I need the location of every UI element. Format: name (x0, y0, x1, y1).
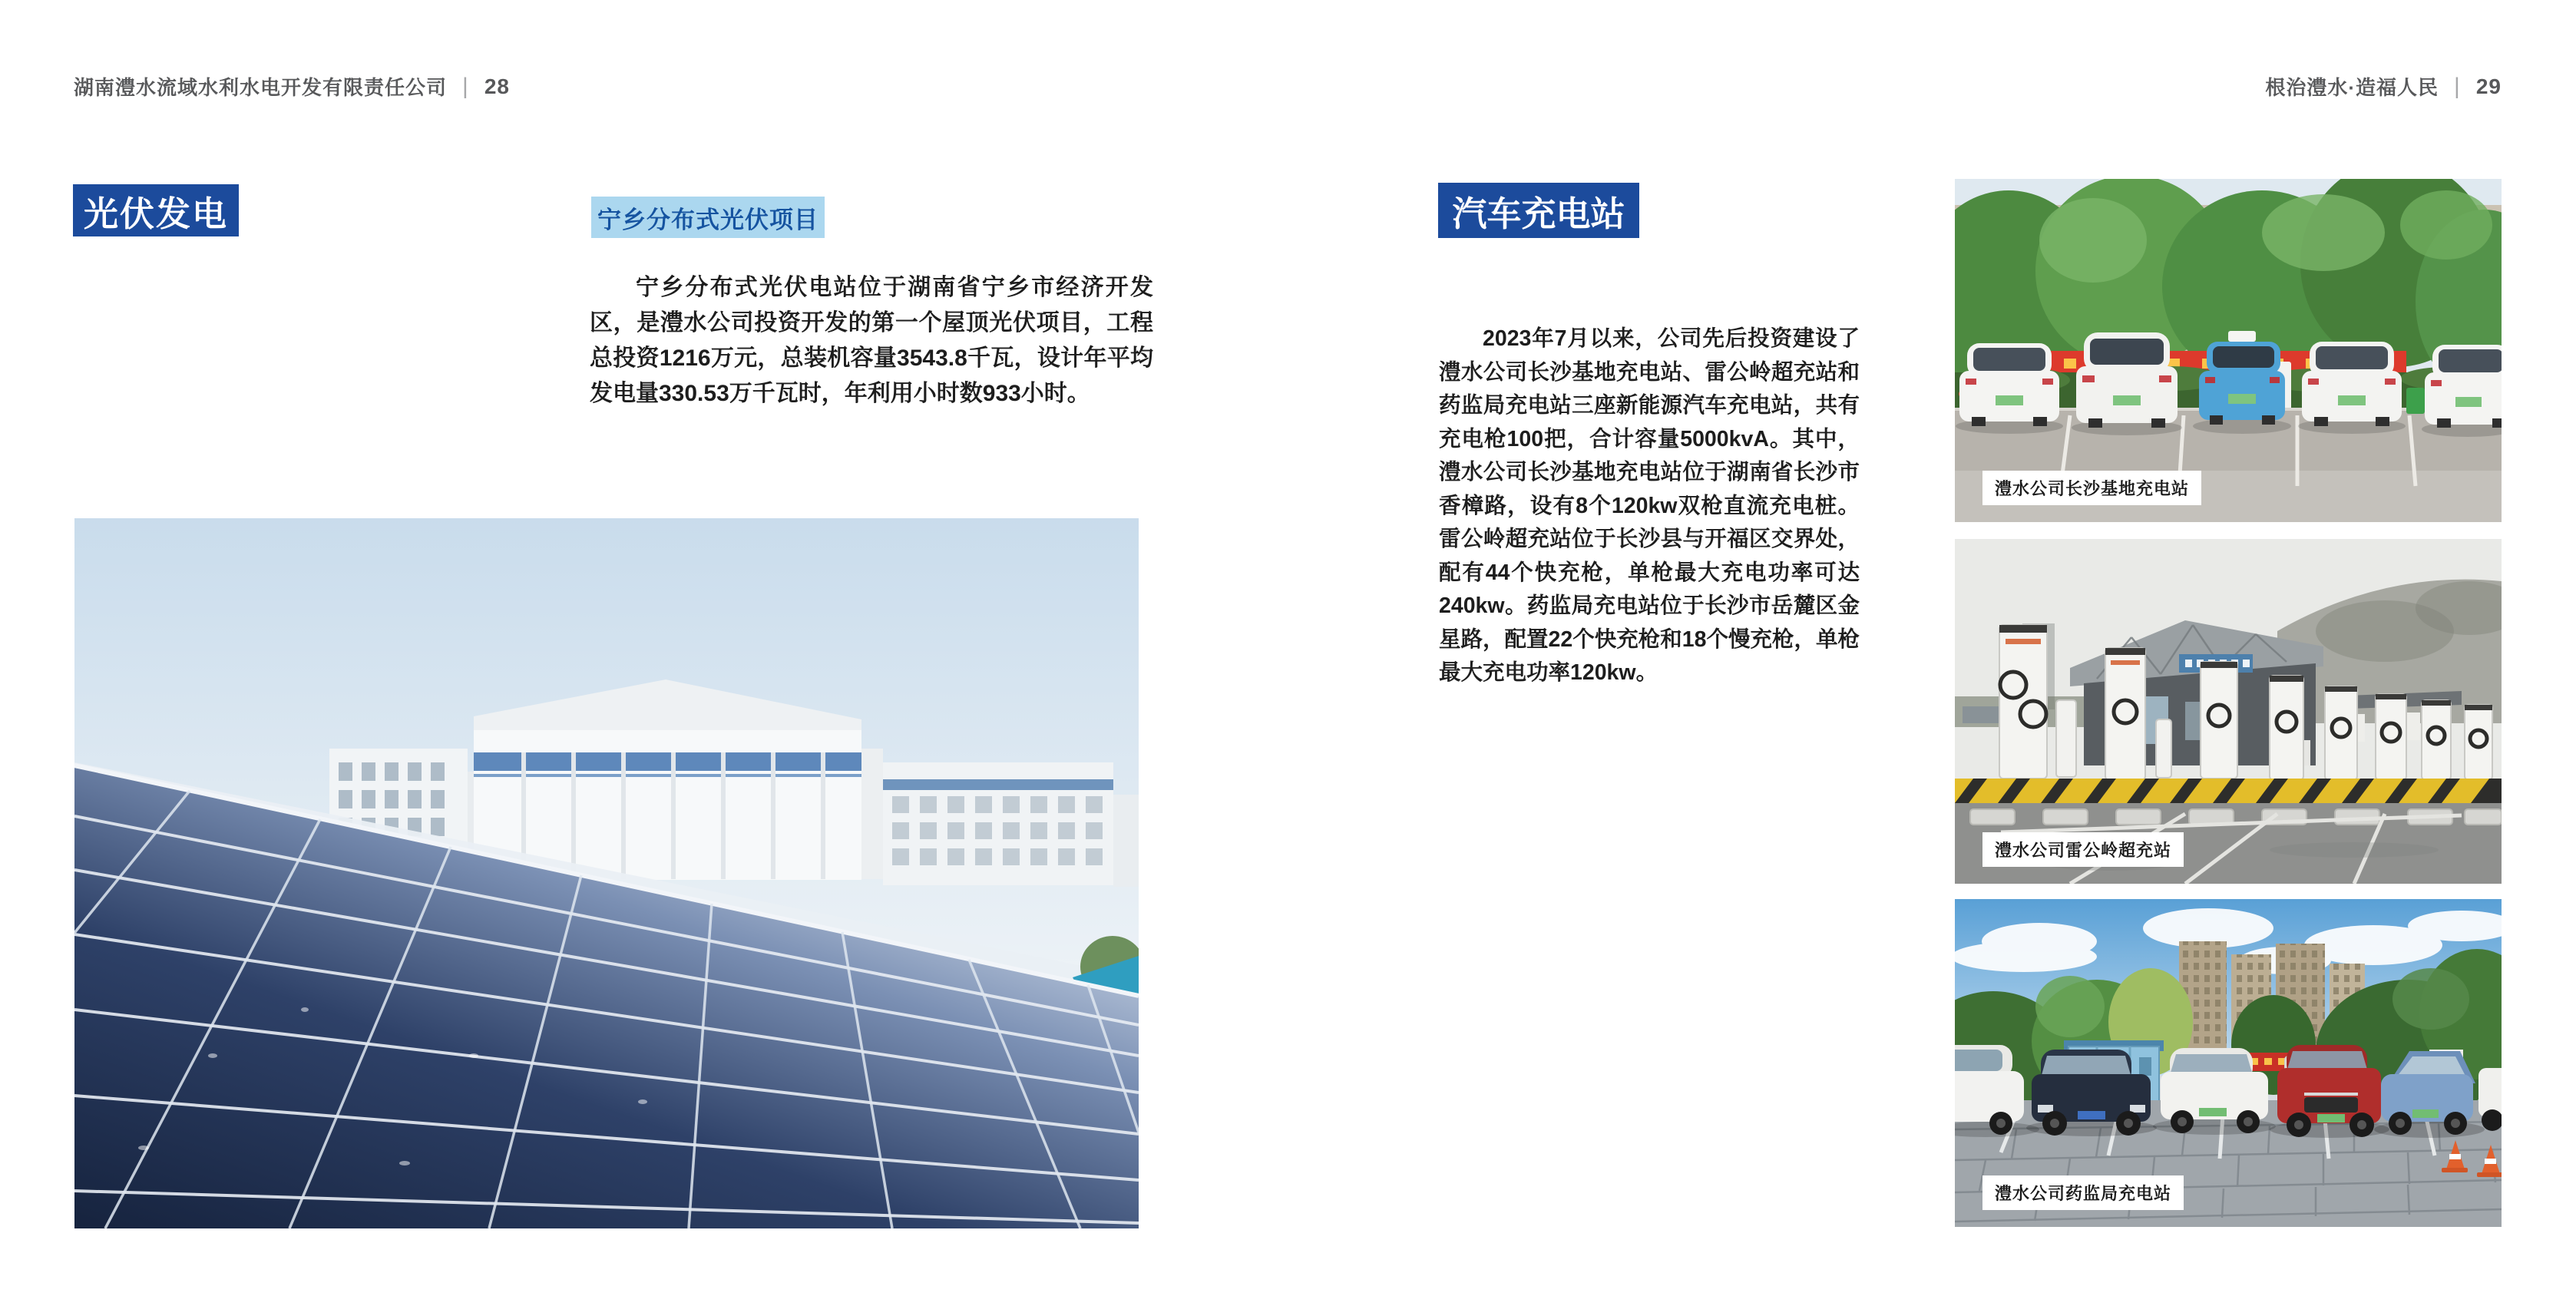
striped-barrier (1955, 779, 2502, 803)
page-number-right: 29 (2475, 74, 2502, 98)
changsha-base-station-photo (1955, 179, 2502, 522)
section-title-charging (1438, 183, 1639, 238)
photo-caption-yaojianju: 澧水公司药监局充电站 (1982, 1175, 2184, 1210)
left-page-header (74, 72, 510, 101)
photo-caption-leigongling: 澧水公司雷公岭超充站 (1982, 832, 2184, 867)
charging-paragraph: 2023年7月以来，公司先后投资建设了澧水公司长沙基地充电站、雷公岭超充站和药监局充电站三座新能源汽车充电站，共有充电枪100把，合计容量5000kvA。其中，澧水公司长沙基地充电站位于湖南省长沙市香樟路，设有8个120kw双枪直流充电桩。雷公岭超充站位于长沙县与开福区交界处，配有44个快充枪，单枪最大充电功率可达240kw。药监局充电站位于长沙市岳麓区金星路，配置22个快充枪和18个慢充枪，单枪最大充电功率120kw。 (1439, 326, 1860, 685)
section-title-solar (73, 184, 239, 236)
page-number-left: 28 (484, 74, 510, 98)
section-title-solar-label: 光伏发电 (83, 193, 228, 233)
header-separator: | (2454, 73, 2461, 99)
yaojianju-station-photo (1955, 899, 2502, 1227)
photo-caption-changsha: 澧水公司长沙基地充电站 (1982, 471, 2201, 505)
slogan-text: 根治澧水·造福人民 (2265, 76, 2439, 99)
company-name: 湖南澧水流域水利水电开发有限责任公司 (74, 76, 448, 99)
solar-rooftop-photo (74, 518, 1139, 1228)
leigongling-station-photo (1955, 539, 2502, 884)
solar-paragraph: 宁乡分布式光伏电站位于湖南省宁乡市经济开发区，是澧水公司投资开发的第一个屋顶光伏项目，工程总投资1216万元，总装机容量3543.8千瓦，设计年平均发电量330.53万千瓦时，年利用小时数933小时。 (590, 275, 1153, 406)
right-page-header (2265, 72, 2502, 101)
solar-photo-illustration (74, 518, 1139, 1228)
project-subtitle (591, 197, 825, 238)
white-building-right (883, 762, 1139, 887)
project-subtitle-label: 宁乡分布式光伏项目 (597, 206, 818, 233)
header-separator: | (462, 73, 469, 99)
section-title-charging-label: 汽车充电站 (1452, 193, 1625, 233)
